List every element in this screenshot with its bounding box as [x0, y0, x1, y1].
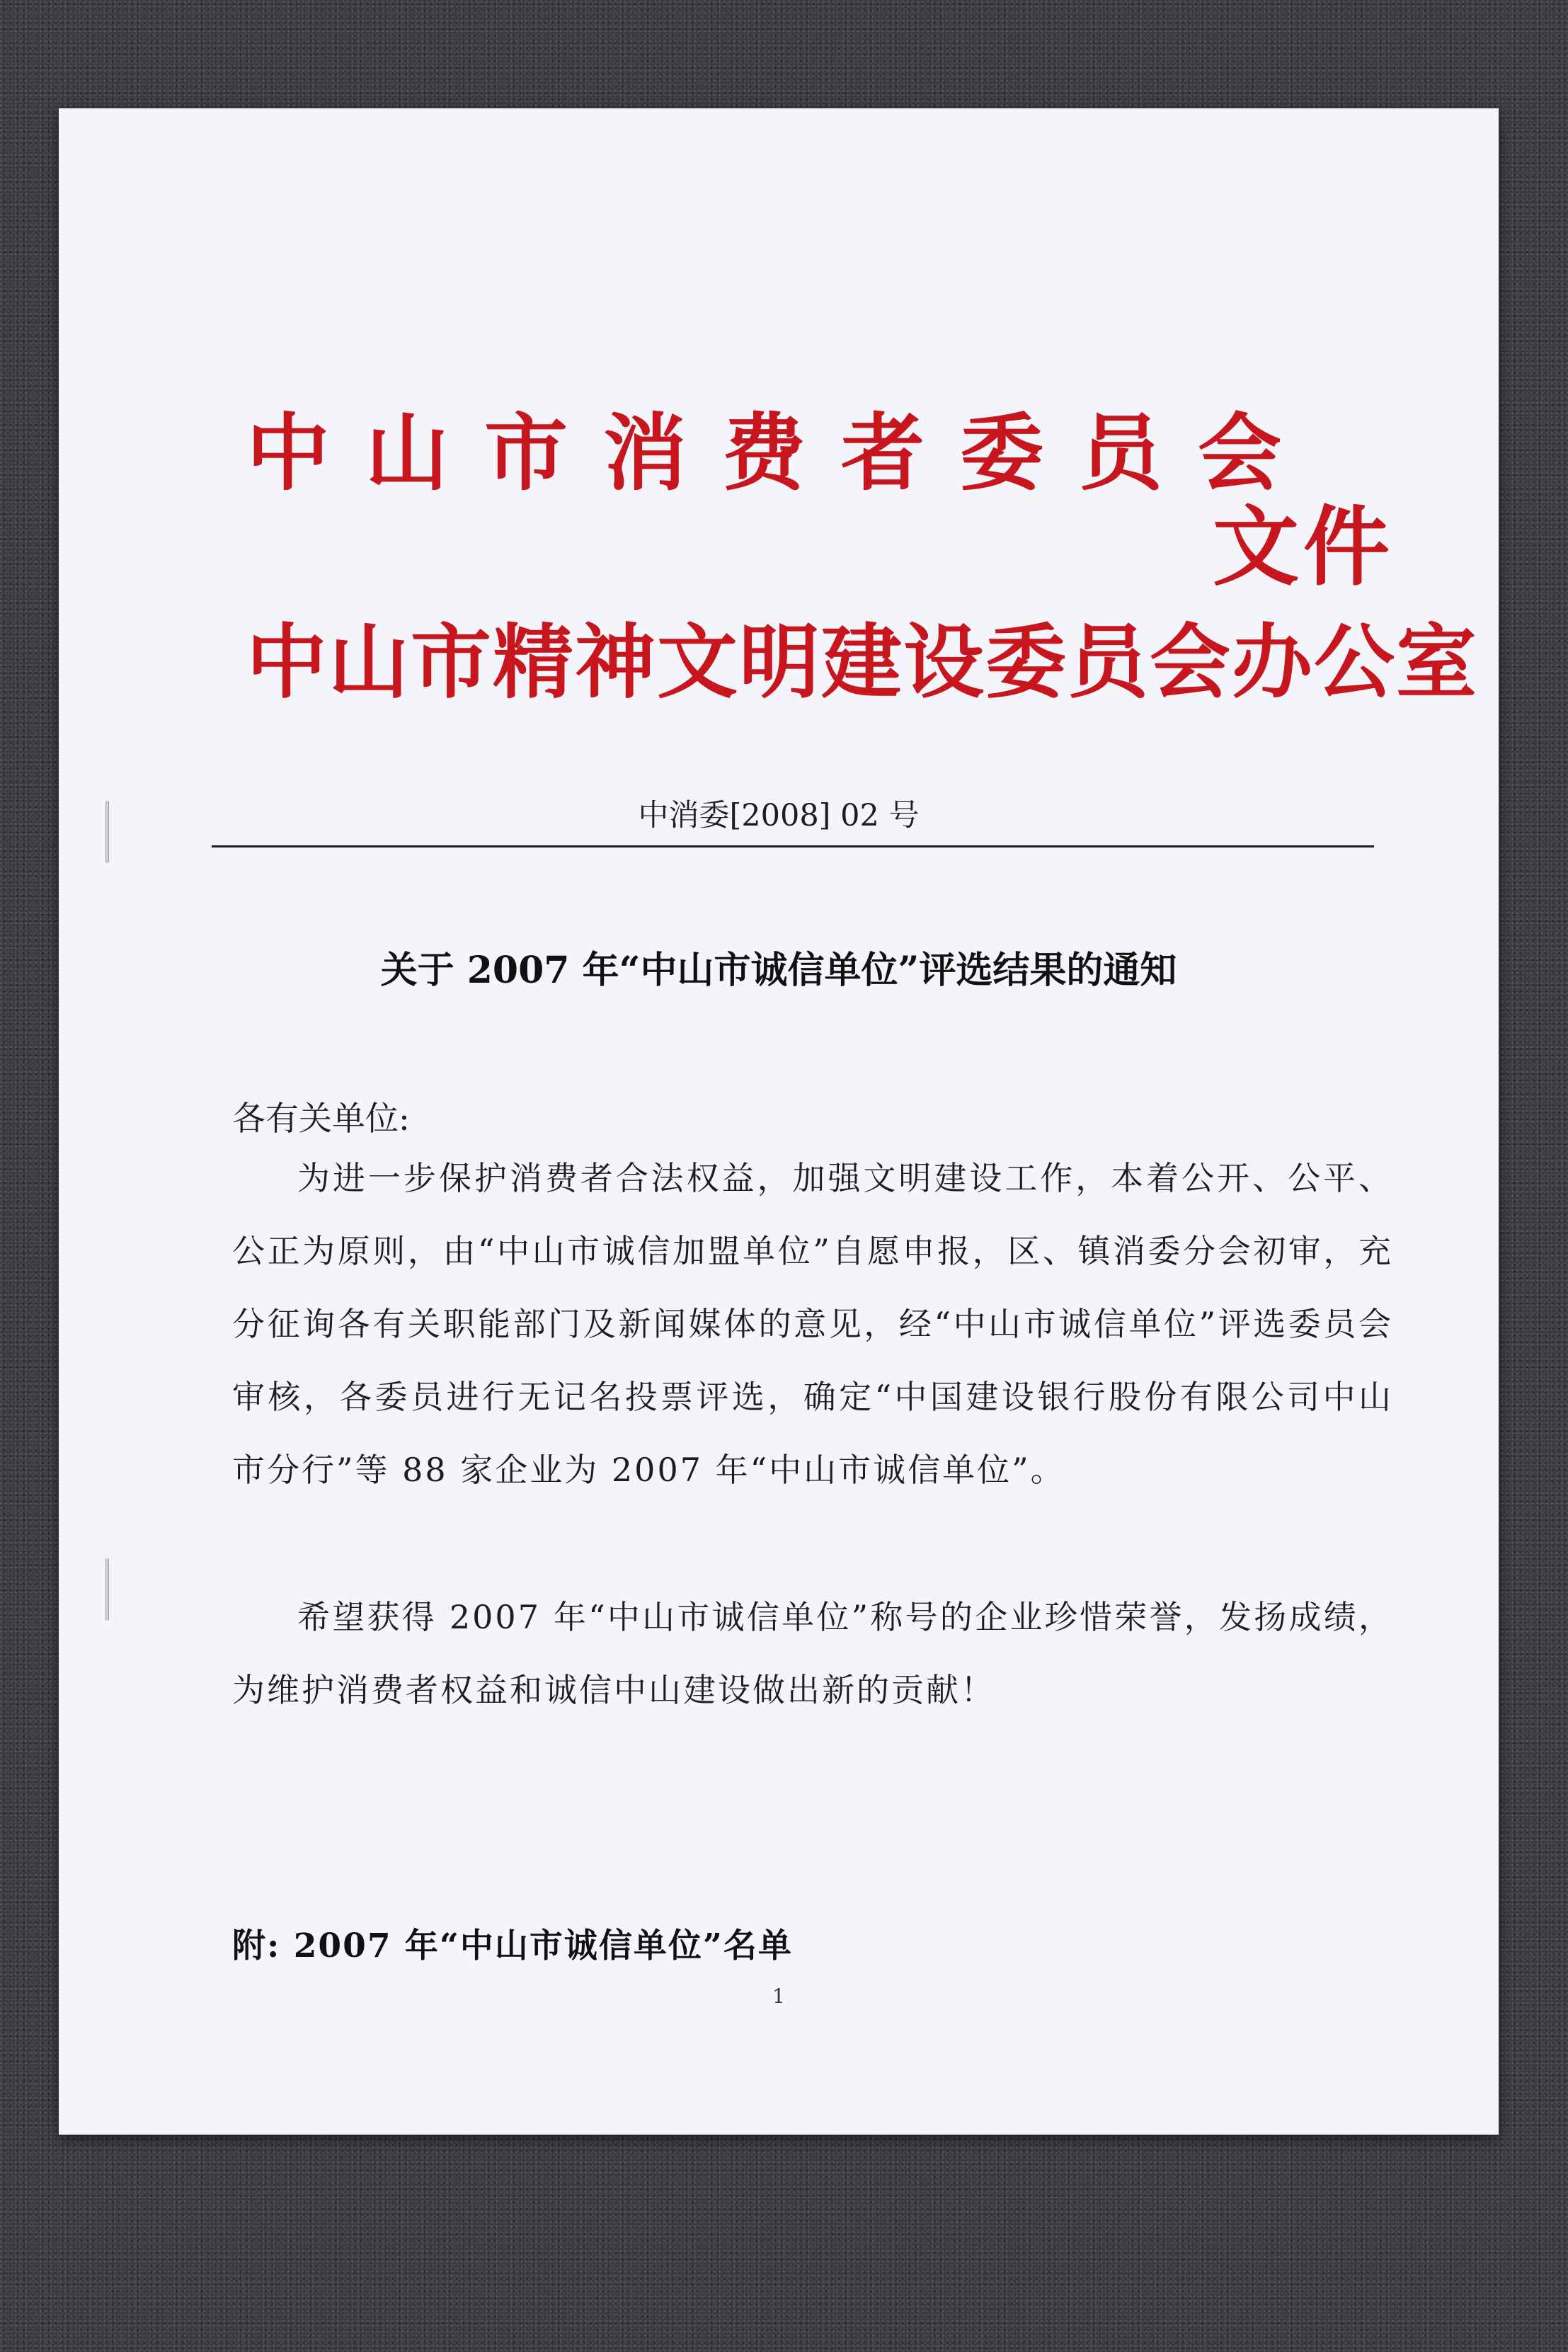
- body-paragraph: 为进一步保护消费者合法权益，加强文明建设工作，本着公开、公平、公正为原则，由“中山市诚信加盟单位”自愿申报，区、镇消委分会初审，充分征询各有关职能部门及新闻媒体的意见，经“中山市诚信单位”评选委员会审核，各委员进行无记名投票评选，确定“中国建设银行股份有限公司中山市分行”等 88 家企业为 2007 年“中山市诚信单位”。: [232, 1159, 1393, 1489]
- body-paragraph: 希望获得 2007 年“中山市诚信单位”称号的企业珍惜荣誉，发扬成绩，为维护消费者权益和诚信中山建设做出新的贡献！: [232, 1598, 1393, 1709]
- document-number: 中消委[2008] 02 号: [638, 798, 920, 833]
- issuer-name-consumer-committee: 中山市消费者委员会: [246, 404, 1317, 502]
- staple-bottom: [105, 1558, 109, 1621]
- document-page: [59, 108, 1499, 2135]
- salutation: 各有关单位:: [232, 1100, 410, 1138]
- page-number: 1: [772, 1985, 785, 2008]
- document-type-label: 文件: [1213, 496, 1394, 598]
- issuer-name-civilization-office: 中山市精神文明建设委员会办公室: [246, 615, 1479, 709]
- attachment-note: 附: 2007 年“中山市诚信单位”名单: [232, 1926, 793, 1965]
- notice-title: 关于 2007 年“中山市诚信单位”评选结果的通知: [380, 949, 1177, 992]
- header-divider: [212, 845, 1374, 847]
